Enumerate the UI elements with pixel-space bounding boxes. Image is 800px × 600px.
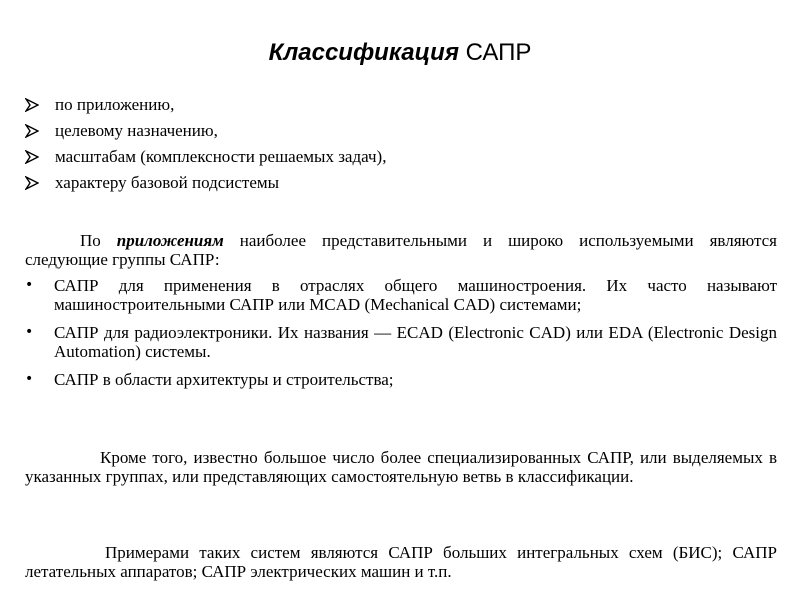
arrow-bullet-icon [25,98,39,112]
dot-bullet-icon: • [25,277,34,293]
criteria-item [25,173,386,199]
criteria-item-label: по приложению, [55,95,175,114]
arrow-bullet-icon [25,176,39,190]
criteria-item-label: целевому назначению, [55,121,218,140]
group-item [25,276,777,314]
intro-after: наиболее представительными и широко используемыми являются следующие группы САПР: [25,231,777,269]
group-item-text: САПР в области архитектуры и строительства; [54,370,394,389]
specialized-cad-paragraph: Кроме того, известно большое число более специализированных САПР, или выделяемых в указанных группах, или представляющих самостоятельную ветвь в классификации. [25,448,777,486]
intro-paragraph [25,231,777,269]
slide-title-rest: САПР [458,39,532,66]
dot-bullet-icon: • [25,371,34,387]
arrow-bullet-icon [25,124,39,138]
arrow-bullet-icon [25,150,39,164]
classification-criteria-list [25,95,386,199]
slide-title [0,38,800,68]
criteria-item-label: масштабам (комплексности решаемых задач), [55,147,387,166]
group-item-text: САПР для радиоэлектроники. Их названия — ECAD (Electronic CAD) или EDA (Electronic Design Automation) системы. [54,323,777,361]
intro-keyword: приложениям [116,231,224,250]
criteria-item [25,121,386,147]
criteria-item-label: характеру базовой подсистемы [55,173,280,192]
examples-paragraph: Примерами таких систем являются САПР больших интегральных схем (БИС); САПР летательных аппаратов; САПР электрических машин и т.п. [25,543,777,581]
group-item [25,370,777,389]
group-item [25,323,777,361]
group-item-text: САПР для применения в отраслях общего машиностроения. Их часто называют машиностроительными САПР или MCAD (Mechanical CAD) системами; [54,276,777,314]
criteria-item [25,95,386,121]
cad-groups-list [25,276,777,398]
dot-bullet-icon: • [25,324,34,340]
intro-before: По [80,231,117,250]
criteria-item [25,147,386,173]
slide-title-emphasis: Классификация [268,39,459,66]
